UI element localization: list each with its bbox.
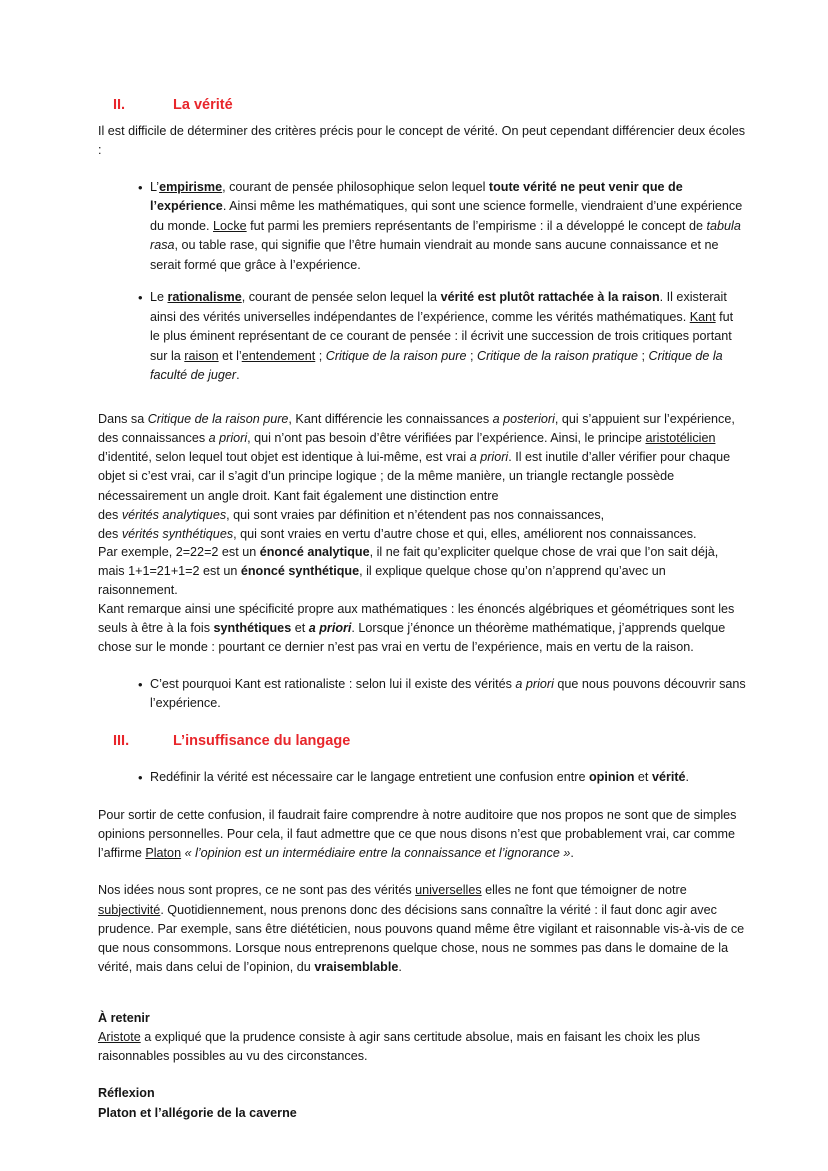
a-retenir-body xyxy=(98,1028,746,1066)
section-2-intro: Il est difficile de déterminer des critères précis pour le concept de vérité. On peut cependant différencier deux écoles : xyxy=(98,123,746,157)
empirisme-part3: fut parmi les premiers représentants de l’empirisme : il a développé le concept de xyxy=(246,218,707,233)
term-raison: raison xyxy=(184,348,219,363)
philosopher-aristote: Aristote xyxy=(98,1030,141,1045)
term-aristotelicien: aristotélicien xyxy=(645,431,716,446)
section-title-2: La vérité xyxy=(173,97,233,113)
philosopher-kant: Kant xyxy=(689,309,716,324)
section-title-3: L’insuffisance du langage xyxy=(173,732,351,749)
analytic-line1-b: , qui sont vraies par définition et n’étendent pas nos connaissances, xyxy=(226,507,605,522)
subjectivity-c: . Quotidiennement, nous prenons donc des décisions sans connaître la vérité : il faut donc agir avec prudence. Par exemple, sans être diététicien, nous pouvons quand même être vigilant et raisonnable vis-à-vis de ce que nous consommons. Lorsque nous entreprenons quelque chose, nous ne sommes pas dans le domaine de la vérité, mais dans celui de l’opinion, du xyxy=(98,902,745,974)
confusion-c: . xyxy=(570,846,574,861)
section-number-3: III. xyxy=(113,732,130,749)
empirisme-part2: . Ainsi même les mathématiques, qui sont une science formelle, viendraient d’une expérience du monde. xyxy=(150,199,743,233)
maths-a: Kant remarque ainsi une spécificité propre aux mathématiques : les énoncés algébriques et géométriques sont les seuls à être à la fois xyxy=(98,602,735,636)
rationalisme-part1: , courant de pensée selon lequel la xyxy=(241,290,441,305)
term-tabula-rasa: tabula rasa xyxy=(150,218,741,253)
rationalisme-lead: Le xyxy=(150,290,168,305)
analytic-line3-b: , il ne fait qu’expliciter quelque chose de vrai que l’on sait déjà, xyxy=(369,545,719,560)
rationalisme-part2: . Il existerait ainsi des vérités universelles indépendantes de l’expérience, comme les vérités mathématiques. xyxy=(150,290,727,324)
section-heading-3 xyxy=(98,732,746,752)
term-a-priori-3: a priori xyxy=(308,621,352,636)
rationalisme-part7: ; xyxy=(637,348,649,363)
work-critique-raison-pratique: Critique de la raison pratique xyxy=(476,348,638,363)
term-verites-analytiques: vérités analytiques xyxy=(121,507,227,522)
term-a-priori-4: a priori xyxy=(515,676,554,691)
analytic-line1-a: des xyxy=(98,507,122,522)
term-opinion: opinion xyxy=(588,770,635,785)
rationalisme-part3: fut le plus éminent représentant de ce courant de pensée : il écrivit une succession de trois critiques portant sur la xyxy=(150,309,734,363)
kant-p1-e: d’identité, selon lequel tout objet est identique à lui-même, est vrai xyxy=(98,450,470,465)
kant-p1-c: , qui s’appuient sur l’expérience, des connaissances xyxy=(98,412,735,446)
confusion-paragraph xyxy=(98,806,746,863)
lang-bullet-b: et xyxy=(634,770,652,785)
section-heading-2 xyxy=(98,96,746,116)
maths-c: . Lorsque j’énonce un théorème mathématique, j’apprends quelque chose sur le monde : pourtant ce dernier n’est pas vrai en vertu de l’expérience, mais en vertu de la raison. xyxy=(98,621,726,654)
rationalisme-bold-claim: vérité est plutôt rattachée à la raison xyxy=(440,290,660,305)
maths-b: et xyxy=(291,621,309,636)
schools-bullet-list xyxy=(98,178,746,386)
section-number-2: II. xyxy=(113,97,126,113)
analytic-example-line xyxy=(98,543,746,562)
bullet-kant-rationaliste xyxy=(98,675,746,714)
term-a-priori-2: a priori xyxy=(469,450,509,465)
subjectivity-paragraph xyxy=(98,881,746,977)
philosopher-locke: Locke xyxy=(213,218,247,233)
empirisme-lead: L’ xyxy=(150,179,160,194)
rationalisme-part8: . xyxy=(236,368,240,383)
term-enonce-analytique: énoncé analytique xyxy=(259,545,370,560)
kant-p1-b: , Kant différencie les connaissances xyxy=(288,412,493,426)
term-enonce-synthetique: énoncé synthétique xyxy=(240,564,360,579)
term-synthetiques: synthétiques xyxy=(213,621,292,636)
kant-conclusion-bullet-list xyxy=(98,675,746,714)
kant-p1-f: . Il est inutile d’aller vérifier pour chaque objet si c’est vrai, car il s’agit d’un principe logique ; de la même manière, un triangle rectangle possède nécessairement un angle droit. Kant fait également une distinction entre xyxy=(98,450,731,503)
confusion-a: Pour sortir de cette confusion, il faudrait faire comprendre à notre auditoire que nos propos ne sont que de simples opinions personnelles. Pour cela, il faut admettre que ce que nous disons n’est que probablement vrai, car comme l’affirme xyxy=(98,807,737,861)
analytic-truths-line xyxy=(98,506,746,525)
rationalisme-part5: ; xyxy=(315,348,326,363)
empirisme-part4: , ou table rase, qui signifie que l’être humain viendrait au monde sans aucune connaissance et ne serait formé que grâce à l’expérience. xyxy=(150,238,719,272)
kant-knowledge-paragraph xyxy=(98,410,746,506)
synthetic-truths-line xyxy=(98,525,746,544)
analytic-line4-a: mais 1+1=21+1=2 est un xyxy=(98,564,241,579)
term-entendement: entendement xyxy=(241,348,316,363)
empirisme-term: empirisme xyxy=(159,179,223,194)
philosopher-platon: Platon xyxy=(145,846,182,861)
document-body xyxy=(98,96,746,1123)
synthetic-example-line xyxy=(98,562,746,600)
subjectivity-b: elles ne font que témoigner de notre xyxy=(481,883,687,898)
reflexion-body: Platon et l’allégorie de la caverne xyxy=(98,1105,297,1120)
analytic-line2-b: , qui sont vraies en vertu d’autre chose et qui, elles, améliorent nos connaissances. xyxy=(233,526,697,541)
analytic-line4-b: , il explique quelque chose qu’on n’apprend qu’avec un raisonnement. xyxy=(98,564,666,598)
kant-p1-d: , qui n’ont pas besoin d’être vérifiées par l’expérience. Ainsi, le principe xyxy=(247,431,646,446)
platon-quote: « l’opinion est un intermédiaire entre la connaissance et l’ignorance » xyxy=(184,846,571,861)
conclusion-b: que nous pouvons découvrir sans l’expérience. xyxy=(150,676,746,711)
conclusion-a: C’est pourquoi Kant est rationaliste : selon lui il existe des vérités xyxy=(150,676,516,691)
rationalisme-term: rationalisme xyxy=(167,290,242,305)
bullet-redefinir-verite xyxy=(98,768,746,788)
term-verites-synthetiques: vérités synthétiques xyxy=(121,526,234,541)
work-critique-faculte-juger: Critique de la faculté de juger xyxy=(150,348,723,383)
work-critique-raison-pure-ref: Critique de la raison pure xyxy=(147,412,289,426)
bullet-empirisme xyxy=(98,178,746,276)
term-a-priori-1: a priori xyxy=(208,431,248,446)
language-bullet-list xyxy=(98,768,746,788)
reflexion-heading: Réflexion xyxy=(98,1086,155,1101)
analytic-line2-a: des xyxy=(98,526,122,541)
empirisme-part1: , courant de pensée philosophique selon lequel xyxy=(222,179,489,194)
lang-bullet-c: . xyxy=(685,770,690,785)
term-verite: vérité xyxy=(651,770,686,785)
rationalisme-part6: ; xyxy=(466,348,477,363)
empirisme-bold-claim: toute vérité ne peut venir que de l’expérience xyxy=(150,179,683,214)
kant-mathematics-paragraph xyxy=(98,600,746,657)
bullet-rationalisme xyxy=(98,288,746,386)
kant-p1-a: Dans sa xyxy=(98,412,148,426)
subjectivity-a: Nos idées nous sont propres, ce ne sont pas des vérités xyxy=(98,883,416,898)
a-retenir-heading: À retenir xyxy=(98,1011,150,1026)
work-critique-raison-pure: Critique de la raison pure xyxy=(325,348,467,363)
analytic-line3-a: Par exemple, 2=22=2 est un xyxy=(98,545,260,560)
term-a-posteriori: a posteriori xyxy=(492,412,555,426)
term-vraisemblable: vraisemblable xyxy=(314,959,399,974)
a-retenir-text: a expliqué que la prudence consiste à agir sans certitude absolue, mais en faisant les choix les plus raisonnables possibles au vu des circonstances. xyxy=(98,1030,701,1064)
rationalisme-part4: et l’ xyxy=(218,348,242,363)
term-universelles: universelles xyxy=(415,883,482,898)
subjectivity-d: . xyxy=(398,959,402,974)
lang-bullet-a: Redéfinir la vérité est nécessaire car le langage entretient une confusion entre xyxy=(150,770,589,785)
term-subjectivite: subjectivité xyxy=(98,902,161,917)
